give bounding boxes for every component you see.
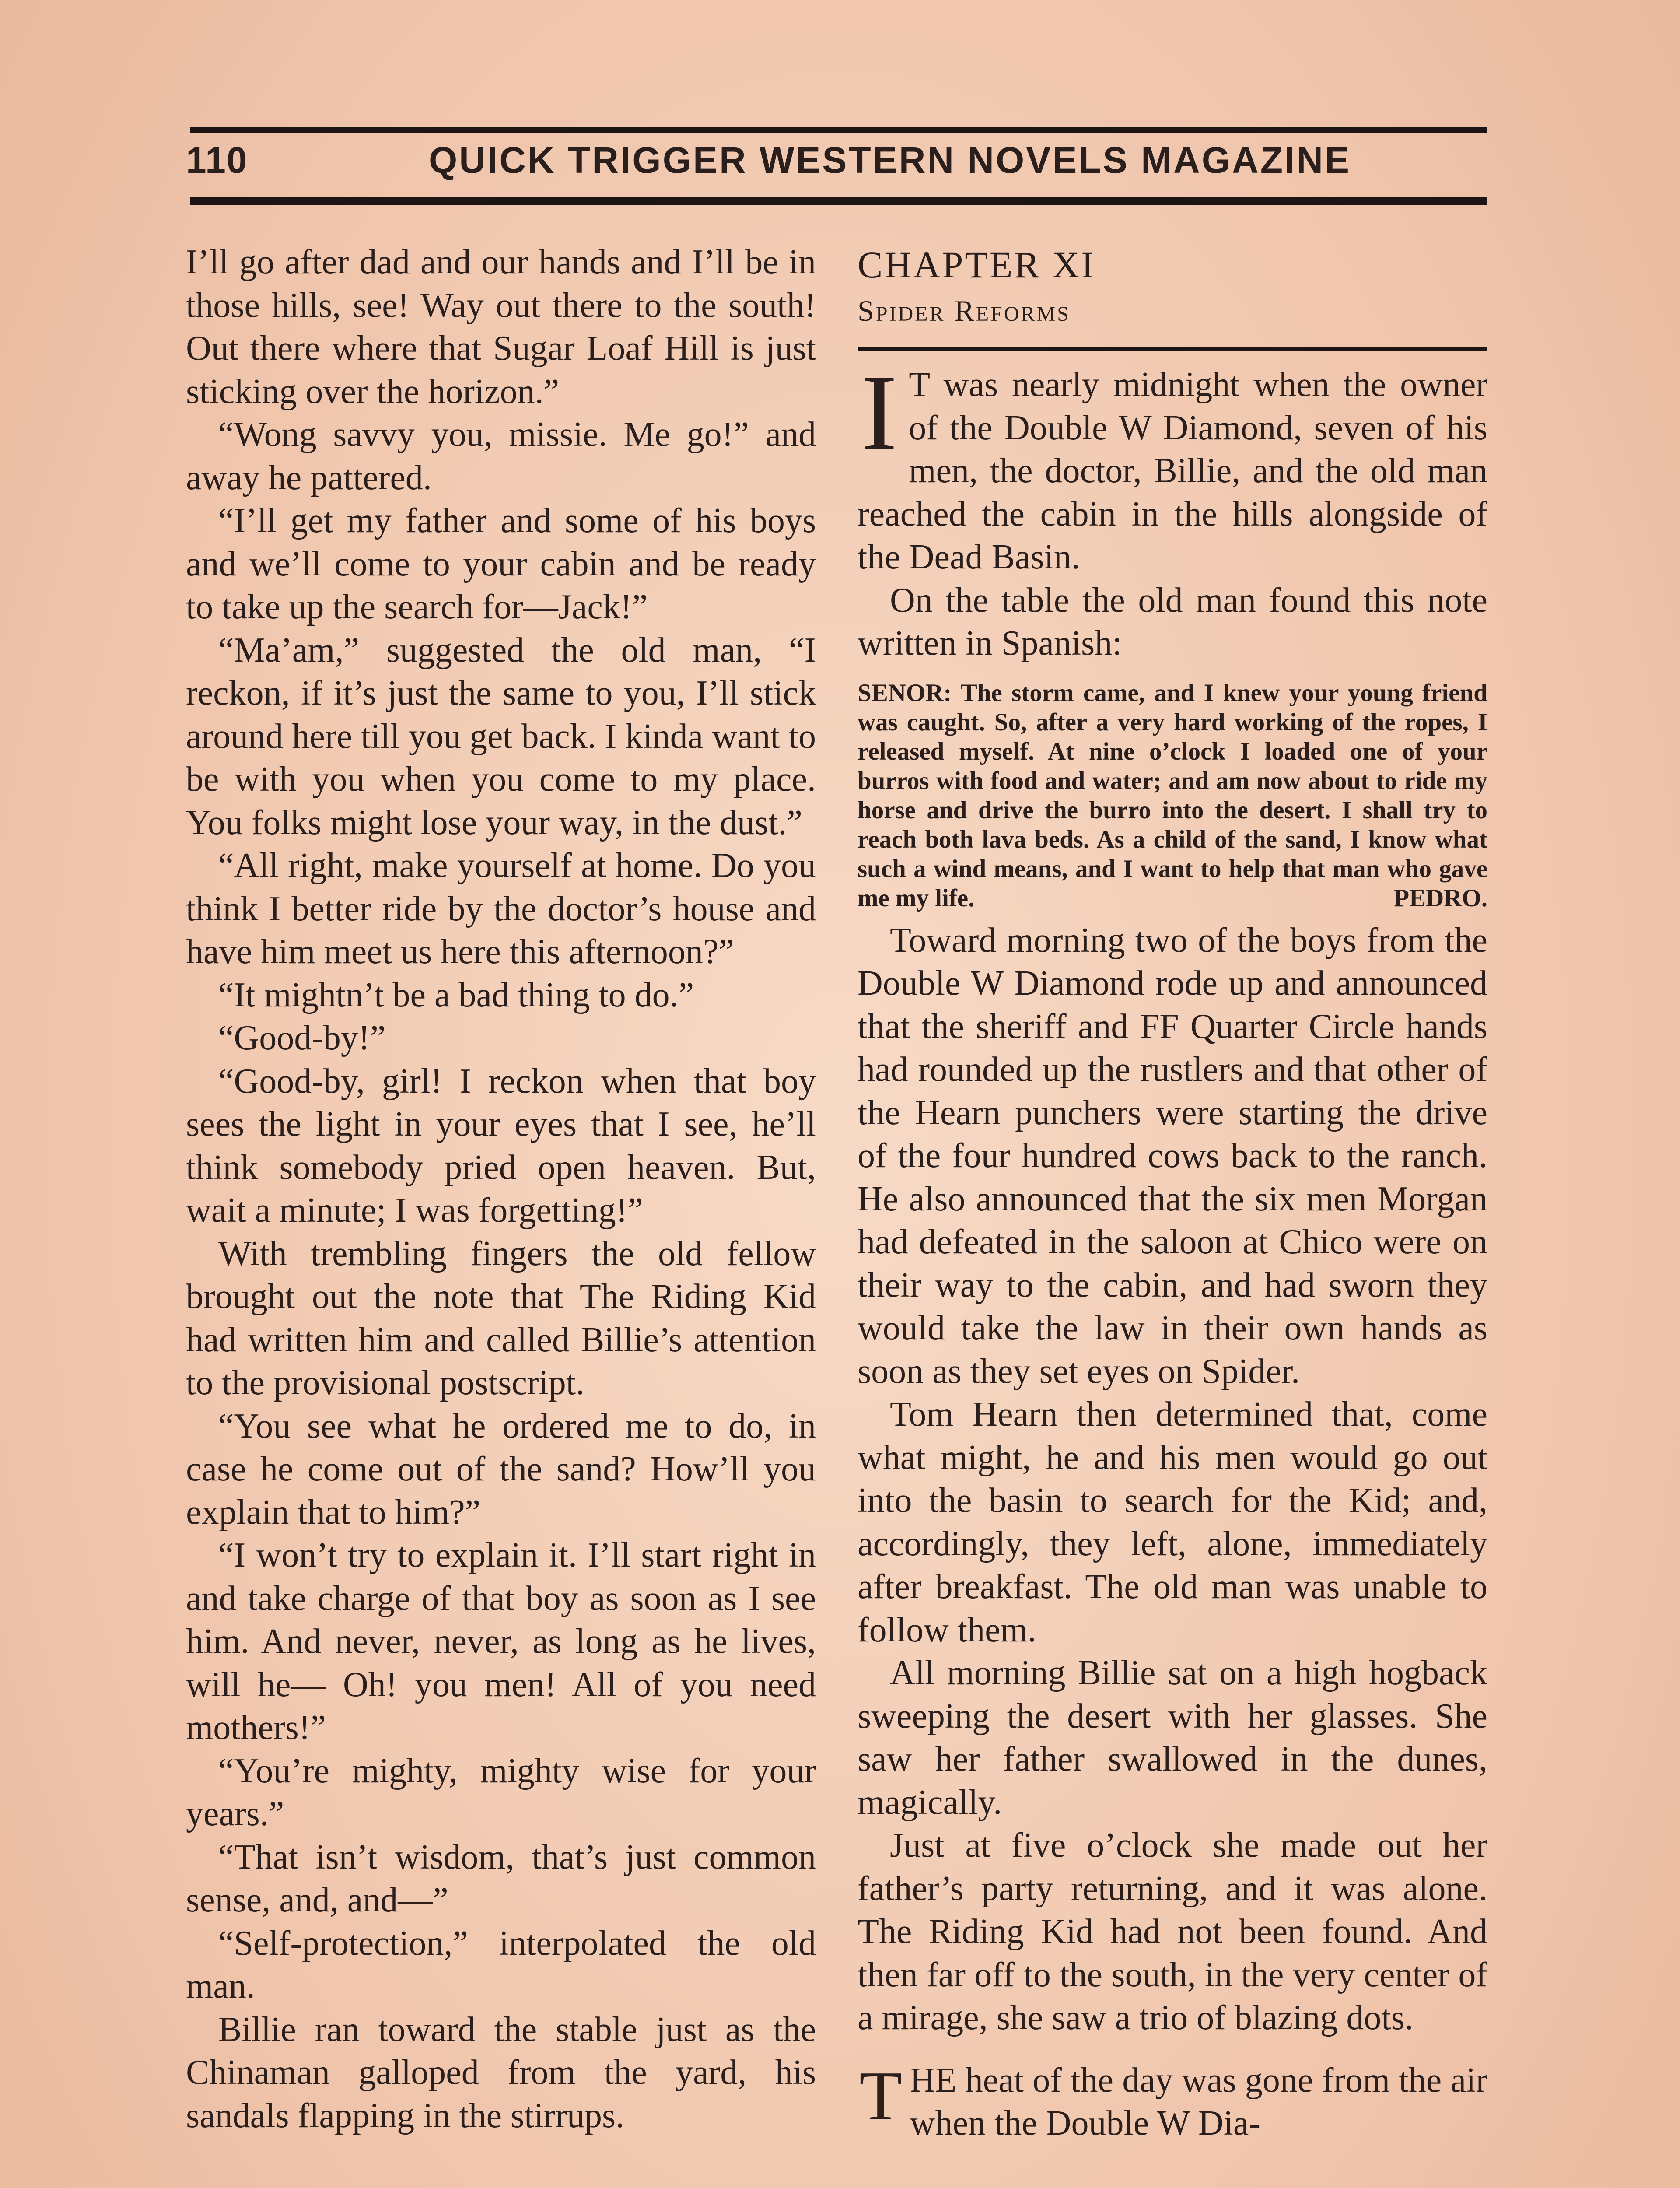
paragraph: I’ll go after dad and our hands and I’ll be in those hills, see! Way out there to the south! Out there where that Sugar Loaf Hill is just sticking over the horizon.”: [186, 243, 816, 411]
note-signature: PEDRO.: [1394, 884, 1488, 912]
paragraph: “It mightn’t be a bad thing to do.”: [218, 975, 694, 1014]
right-column: [858, 241, 1488, 2145]
paragraph: “I won’t try to explain it. I’ll start right in and take charge of that boy as soon as I see him. And never, never, as long as he lives, will he— Oh! you men! All of you need mothers!”: [186, 1536, 816, 1747]
paragraph: T was nearly midnight when the owner of the Double W Diamond, seven of his men, the doctor, Billie, and the old man reached the cabin in the hills alongside of the Dead Basin.: [858, 365, 1488, 576]
section-break: [858, 2040, 1488, 2059]
paragraph: Tom Hearn then determined that, come what might, he and his men would go out into the basin to search for the Kid; and, accordingly, they left, alone, immediately after breakfast. The old man was unable to follow them.: [858, 1395, 1488, 1649]
note-block: [858, 678, 1488, 913]
paragraph: “I’ll get my father and some of his boys and we’ll come to your cabin and be ready to take up the search for—Jack!”: [186, 501, 816, 626]
paragraph: “All right, make yourself at home. Do you think I better ride by the doctor’s house and have him meet us here this afternoon?”: [186, 846, 816, 971]
paragraph: “Self-protection,” interpolated the old man.: [186, 1924, 816, 2006]
paragraph: “Ma’am,” suggested the old man, “I reckon, if it’s just the same to you, I’ll stick around here till you get back. I kinda want to be with you when you come to my place. You folks might lose your way, in the dust.”: [186, 631, 816, 842]
running-head: QUICK TRIGGER WESTERN NOVELS MAGAZINE: [429, 140, 1351, 181]
paragraph: “You’re mighty, mighty wise for your years.”: [186, 1751, 816, 1833]
paragraph: Billie ran toward the stable just as the Chinaman galloped from the yard, his sandals flapping in the stirrups.: [186, 2010, 816, 2135]
paragraph: Toward morning two of the boys from the Double W Diamond rode up and announced that the sheriff and FF Quarter Circle hands had rounded up the rustlers and that other of the Hearn punchers were starting the drive of the four hundred cows back to the ranch. He also announced that the six men Morgan had defeated in the saloon at Chico were on their way to the cabin, and had sworn they would take the law in their own hands as soon as they set eyes on Spider.: [858, 921, 1488, 1391]
header-rule-top: [190, 127, 1488, 133]
header-rule-bottom: [190, 197, 1488, 205]
paragraph: Just at five o’clock she made out her father’s party returning, and it was alone. The Riding Kid had not been found. And then far off to the south, in the very center of a mirage, she saw a trio of blazing dots.: [858, 1826, 1488, 2037]
paragraph: HE heat of the day was gone from the air when the Double W Dia-: [910, 2061, 1488, 2142]
chapter-subtitle: Spider Reforms: [858, 294, 1071, 327]
paragraph: On the table the old man found this note written in Spanish:: [858, 581, 1488, 663]
paragraph: “Good-by!”: [218, 1019, 386, 1057]
chapter-title: CHAPTER XI: [858, 244, 1096, 286]
paragraph: “Wong savvy you, missie. Me go!” and away he pattered.: [186, 415, 816, 497]
paragraph: “You see what he ordered me to do, in case he come out of the sand? How’ll you explain that to him?”: [186, 1406, 816, 1532]
drop-cap: T: [859, 2056, 902, 2135]
paragraph: With trembling fingers the old fellow brought out the note that The Riding Kid had written him and called Billie’s attention to the provisional postscript.: [186, 1234, 816, 1402]
drop-cap: I: [861, 352, 898, 473]
paragraph: “That isn’t wisdom, that’s just common sense, and, and—”: [186, 1837, 816, 1919]
page-number: 110: [186, 140, 248, 181]
paragraph: “Good-by, girl! I reckon when that boy sees the light in your eyes that I see, he’ll think somebody pried open heaven. But, wait a minute; I was forgetting!”: [186, 1062, 816, 1230]
left-column: [186, 241, 816, 2137]
chapter-rule: [858, 347, 1488, 351]
note-text: SENOR: The storm came, and I knew your young friend was caught. So, after a very hard working of the ropes, I released myself. At nine o’clock I loaded one of your burros with food and water; and am now about to ride my horse and drive the burro into the desert. I shall try to reach both lava beds. As a child of the sand, I know what such a wind means, and I want to help that man who gave me my life.: [858, 679, 1488, 912]
paragraph: All morning Billie sat on a high hogback sweeping the desert with her glasses. She saw her father swallowed in the dunes, magically.: [858, 1654, 1488, 1822]
